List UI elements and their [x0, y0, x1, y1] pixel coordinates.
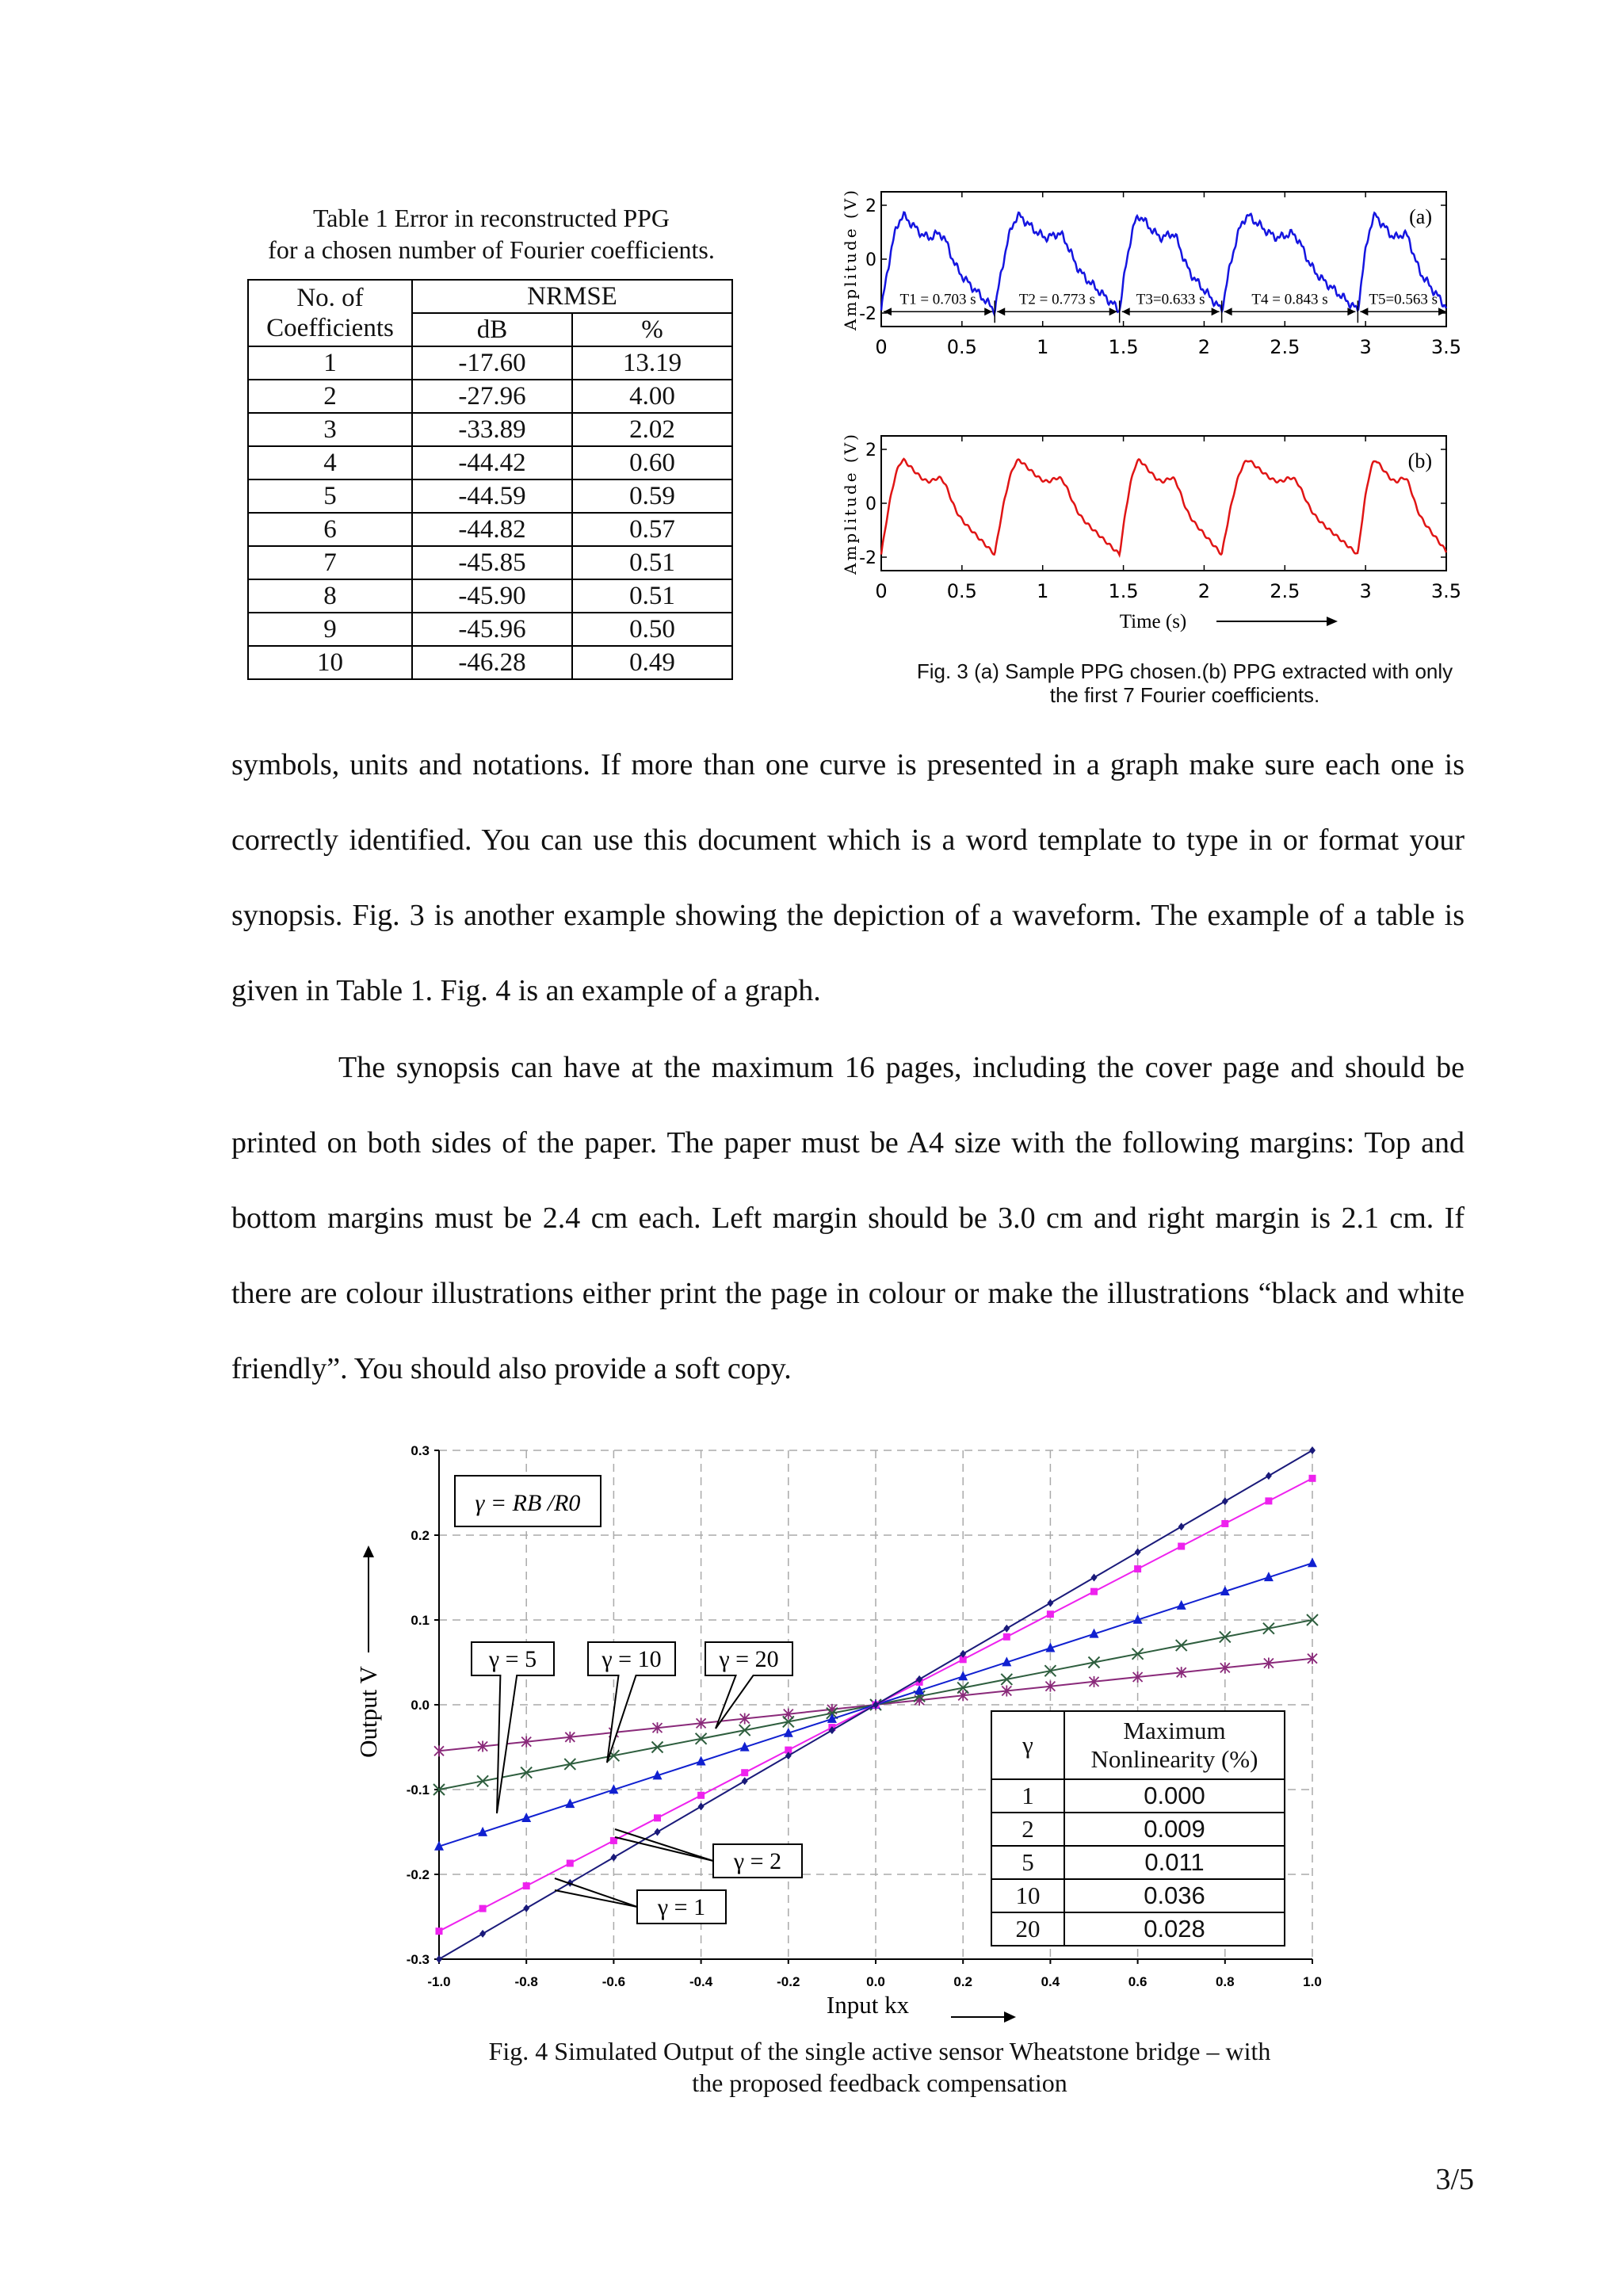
gamma-definition-box — [455, 1476, 601, 1526]
nonlinearity-table-container — [991, 1710, 1285, 1948]
table1-header-coefficients-line1: No. of — [296, 284, 364, 312]
period-arrowhead — [1347, 308, 1355, 315]
y-tick-label: -0.3 — [406, 1952, 430, 1967]
x-tick-label: 1.5 — [1108, 580, 1139, 602]
x-tick-label: 3.5 — [1430, 580, 1462, 602]
callout-label: γ = 2 — [733, 1848, 782, 1874]
y-axis-label: Amplitude (V) — [841, 432, 860, 575]
nonlinearity-table-row — [991, 1813, 1285, 1846]
x-tick-label: -1.0 — [427, 1974, 451, 1989]
period-label: T2 = 0.773 s — [1018, 291, 1096, 308]
table1-caption-line1: Table 1 Error in reconstructed PPG — [312, 204, 670, 232]
fig3-caption — [840, 659, 1529, 707]
nonlinearity-cell-gamma: 1 — [991, 1779, 1064, 1813]
table1-cell-pct: 0.59 — [572, 479, 732, 513]
nonlinearity-table — [991, 1710, 1285, 1946]
table1-cell-pct: 2.02 — [572, 413, 732, 446]
period-arrowhead — [984, 308, 992, 315]
table1-cell-n: 6 — [248, 513, 412, 546]
x-tick-label: 3 — [1359, 336, 1372, 358]
nonlinearity-header-gamma: γ — [991, 1711, 1064, 1779]
data-point — [1266, 1472, 1272, 1480]
table1-cell-db: -44.42 — [412, 446, 572, 479]
table1-caption-line2: for a chosen number of Fourier coefficients. — [268, 235, 715, 264]
y-tick-label: -2 — [859, 548, 876, 568]
page-number: 3/5 — [1435, 2163, 1474, 2196]
data-point — [741, 1769, 748, 1776]
nonlinearity-header-line2: Nonlinearity (%) — [1090, 1745, 1258, 1773]
panel-label: (a) — [1409, 205, 1432, 228]
data-point — [1309, 1475, 1316, 1482]
table1-cell-pct: 0.60 — [572, 446, 732, 479]
nonlinearity-table-header — [991, 1711, 1285, 1779]
x-tick-label: 0.0 — [866, 1974, 885, 1989]
data-point — [1309, 1446, 1316, 1454]
series-callout-5 — [472, 1642, 554, 1813]
table1-cell-db: -44.59 — [412, 479, 572, 513]
data-point — [523, 1904, 529, 1912]
fig4-chart — [341, 1427, 1339, 2061]
table1-cell-pct: 0.49 — [572, 646, 732, 679]
table1-body — [248, 346, 732, 679]
table1-cell-db: -33.89 — [412, 413, 572, 446]
x-tick-label: 2 — [1197, 580, 1211, 602]
series-callout-10 — [588, 1642, 675, 1763]
table1-caption — [214, 202, 769, 266]
ppg-waveform-line — [881, 459, 1446, 555]
table1-cell-n: 3 — [248, 413, 412, 446]
nonlinearity-table-row — [991, 1779, 1285, 1813]
y-axis-label: Amplitude (V) — [841, 188, 860, 330]
data-point — [1308, 1557, 1317, 1567]
fig4-caption-line2: the proposed feedback compensation — [692, 2069, 1067, 2097]
y-tick-label: 2 — [865, 197, 876, 216]
y-tick-label: 0.0 — [411, 1698, 430, 1713]
x-axis-label: Input kx — [826, 1991, 910, 2019]
x-tick-label: 0.2 — [953, 1974, 973, 1989]
table1-cell-db: -46.28 — [412, 646, 572, 679]
nonlinearity-table-row — [991, 1846, 1285, 1879]
y-tick-label: -2 — [859, 304, 876, 324]
x-tick-label: -0.4 — [689, 1974, 713, 1989]
table1-row — [248, 613, 732, 646]
table1-header-coefficients — [248, 280, 412, 346]
table1-cell-n: 4 — [248, 446, 412, 479]
x-tick-label: 0.6 — [1128, 1974, 1148, 1989]
table1-row — [248, 380, 732, 413]
x-tick-label: 3.5 — [1430, 336, 1462, 358]
period-label: T1 = 0.703 s — [899, 291, 976, 308]
callout-label: γ = 10 — [601, 1646, 662, 1672]
table1-row — [248, 479, 732, 513]
x-tick-label: 2.5 — [1270, 336, 1300, 358]
x-tick-label: 2.5 — [1270, 580, 1300, 602]
table1-cell-pct: 0.50 — [572, 613, 732, 646]
table1 — [247, 279, 733, 680]
fig3-caption-line1: Fig. 3 (a) Sample PPG chosen.(b) PPG extracted with only — [916, 659, 1453, 683]
x-tick-label: 3 — [1359, 580, 1372, 602]
nonlinearity-cell-gamma: 20 — [991, 1912, 1064, 1946]
plot-frame — [881, 436, 1446, 571]
ppg-panel-b — [841, 432, 1461, 632]
table1-row — [248, 346, 732, 380]
table1-row — [248, 546, 732, 579]
table1-row — [248, 646, 732, 679]
x-tick-label: -0.6 — [601, 1974, 626, 1989]
data-point — [436, 1955, 442, 1963]
nonlinearity-table-row — [991, 1879, 1285, 1912]
x-tick-label: 1 — [1037, 336, 1049, 358]
data-point — [742, 1777, 748, 1785]
fig4-caption-line1: Fig. 4 Simulated Output of the single active sensor Wheatstone bridge – with — [488, 2037, 1271, 2065]
data-point — [436, 1927, 443, 1935]
x-tick-label: 0.5 — [946, 580, 977, 602]
data-point — [1178, 1522, 1185, 1530]
gamma-definition-text: γ = RB /R0 — [475, 1490, 581, 1516]
x-axis-arrowhead — [1327, 617, 1338, 626]
callout-pointer — [615, 1829, 713, 1861]
x-tick-label: -0.8 — [514, 1974, 538, 1989]
y-tick-label: 0.3 — [411, 1443, 430, 1458]
x-tick-label: 0 — [875, 580, 888, 602]
table1-cell-n: 9 — [248, 613, 412, 646]
table1-row — [248, 413, 732, 446]
nonlinearity-cell-gamma: 5 — [991, 1846, 1064, 1879]
table1-cell-n: 7 — [248, 546, 412, 579]
series-callout-1 — [555, 1878, 726, 1924]
nonlinearity-cell-value: 0.036 — [1064, 1879, 1285, 1912]
period-label: T3=0.633 s — [1136, 291, 1205, 308]
data-point — [1221, 1520, 1228, 1527]
data-point — [1135, 1548, 1141, 1556]
data-point — [523, 1882, 530, 1889]
table1-header-coefficients-line2: Coefficients — [266, 314, 394, 342]
period-arrowhead — [1438, 308, 1446, 315]
y-tick-label: 0.2 — [411, 1528, 430, 1543]
data-point — [1178, 1543, 1185, 1550]
x-tick-label: 1.5 — [1108, 336, 1139, 358]
ppg-panel-a — [841, 188, 1461, 358]
data-point — [655, 1828, 661, 1836]
data-point — [1134, 1565, 1141, 1572]
body-paragraph-2-text: The synopsis can have at the maximum 16 pages, including the cover page and should be printed on both sides of the paper. The paper must be A4 size with the following margins: Top and bottom margins must be 2.4 cm each. Left margin should be 3.0 cm and right margin is 2.1 cm. If there are colour illustrations either print the page in colour or make the illustrations “black and white friendly”. You should also provide a soft copy. — [231, 1051, 1465, 1385]
body-paragraph-2 — [231, 1030, 1465, 1407]
table1-cell-db: -45.90 — [412, 579, 572, 613]
data-point — [654, 1814, 661, 1821]
nonlinearity-cell-gamma: 10 — [991, 1879, 1064, 1912]
table1-cell-n: 1 — [248, 346, 412, 380]
table1-row — [248, 579, 732, 613]
data-point — [1047, 1599, 1053, 1607]
data-point — [1222, 1497, 1228, 1505]
callout-label: γ = 5 — [488, 1646, 537, 1672]
table1-header-pct: % — [572, 313, 732, 346]
data-point — [567, 1859, 574, 1866]
x-tick-label: -0.2 — [777, 1974, 800, 1989]
data-point — [479, 1905, 487, 1912]
table1-cell-pct: 0.51 — [572, 579, 732, 613]
series-callout-2 — [615, 1829, 802, 1878]
data-point — [479, 1930, 486, 1938]
x-tick-label: 0.8 — [1215, 1974, 1235, 1989]
period-arrowhead — [1122, 308, 1130, 315]
x-axis-arrowhead — [1004, 2011, 1016, 2023]
period-arrowhead — [1224, 308, 1232, 315]
period-label: T4 = 0.843 s — [1251, 291, 1328, 308]
nonlinearity-cell-value: 0.028 — [1064, 1912, 1285, 1946]
period-arrowhead — [884, 308, 892, 315]
table1-header-db: dB — [412, 313, 572, 346]
table1-cell-db: -45.85 — [412, 546, 572, 579]
nonlinearity-cell-gamma: 2 — [991, 1813, 1064, 1846]
nonlinearity-cell-value: 0.011 — [1064, 1846, 1285, 1879]
table1-cell-pct: 4.00 — [572, 380, 732, 413]
y-tick-label: 2 — [865, 441, 876, 460]
nonlinearity-header-line1: Maximum — [1123, 1717, 1226, 1744]
x-tick-label: 1 — [1037, 580, 1049, 602]
body-paragraph-1: symbols, units and notations. If more than one curve is presented in a graph make sure each one is correctly identified. You can use this document which is a word template to type in or format your synopsis. Fig. 3 is another example showing the depiction of a waveform. The example of a table is given in Table 1. Fig. 4 is an example of a graph. — [231, 748, 1465, 1007]
table1-header-nrmse: NRMSE — [412, 280, 732, 313]
data-point — [1003, 1633, 1010, 1641]
data-point — [1091, 1574, 1098, 1582]
data-point — [698, 1802, 705, 1810]
table1-cell-pct: 0.57 — [572, 513, 732, 546]
table1-row — [248, 446, 732, 479]
table1-cell-n: 5 — [248, 479, 412, 513]
fig3-chart — [840, 182, 1466, 674]
table1-cell-db: -45.96 — [412, 613, 572, 646]
callout-label: γ = 20 — [719, 1646, 779, 1672]
table1-row — [248, 513, 732, 546]
table1-cell-pct: 0.51 — [572, 546, 732, 579]
table1-cell-n: 8 — [248, 579, 412, 613]
data-point — [697, 1792, 705, 1799]
table1-cell-db: -17.60 — [412, 346, 572, 380]
period-arrowhead — [1212, 308, 1220, 315]
period-label: T5=0.563 s — [1369, 291, 1438, 308]
table1-cell-db: -27.96 — [412, 380, 572, 413]
callout-pointer — [615, 1837, 713, 1861]
table1-cell-n: 2 — [248, 380, 412, 413]
data-point — [1047, 1610, 1054, 1618]
nonlinearity-header-value — [1064, 1711, 1285, 1779]
y-tick-label: 0 — [865, 495, 876, 514]
table1-cell-pct: 13.19 — [572, 346, 732, 380]
callout-label: γ = 1 — [657, 1894, 706, 1920]
nonlinearity-cell-value: 0.009 — [1064, 1813, 1285, 1846]
fig4-caption — [428, 2035, 1331, 2099]
table1-cell-db: -44.82 — [412, 513, 572, 546]
y-tick-label: 0 — [865, 250, 876, 270]
x-axis-label: Time (s) — [1119, 611, 1187, 632]
period-arrowhead — [1360, 308, 1368, 315]
y-axis-label: Output V — [354, 1666, 382, 1758]
x-tick-label: 0.5 — [946, 336, 977, 358]
y-tick-label: 0.1 — [411, 1613, 430, 1628]
period-arrowhead — [997, 308, 1005, 315]
data-point — [610, 1854, 617, 1862]
nonlinearity-table-row — [991, 1912, 1285, 1946]
y-axis-arrowhead — [363, 1545, 374, 1557]
table1-cell-n: 10 — [248, 646, 412, 679]
data-point — [1265, 1497, 1272, 1504]
y-tick-label: -0.2 — [406, 1867, 430, 1882]
fig3-caption-line2: the first 7 Fourier coefficients. — [1049, 683, 1320, 707]
x-tick-label: 1.0 — [1303, 1974, 1322, 1989]
nonlinearity-cell-value: 0.000 — [1064, 1779, 1285, 1813]
data-point — [1003, 1625, 1010, 1633]
panel-label: (b) — [1407, 449, 1432, 472]
data-point — [1090, 1588, 1098, 1595]
x-tick-label: 0 — [875, 336, 888, 358]
y-tick-label: -0.1 — [406, 1782, 430, 1797]
x-tick-label: 0.4 — [1041, 1974, 1060, 1989]
x-tick-label: 2 — [1197, 336, 1211, 358]
